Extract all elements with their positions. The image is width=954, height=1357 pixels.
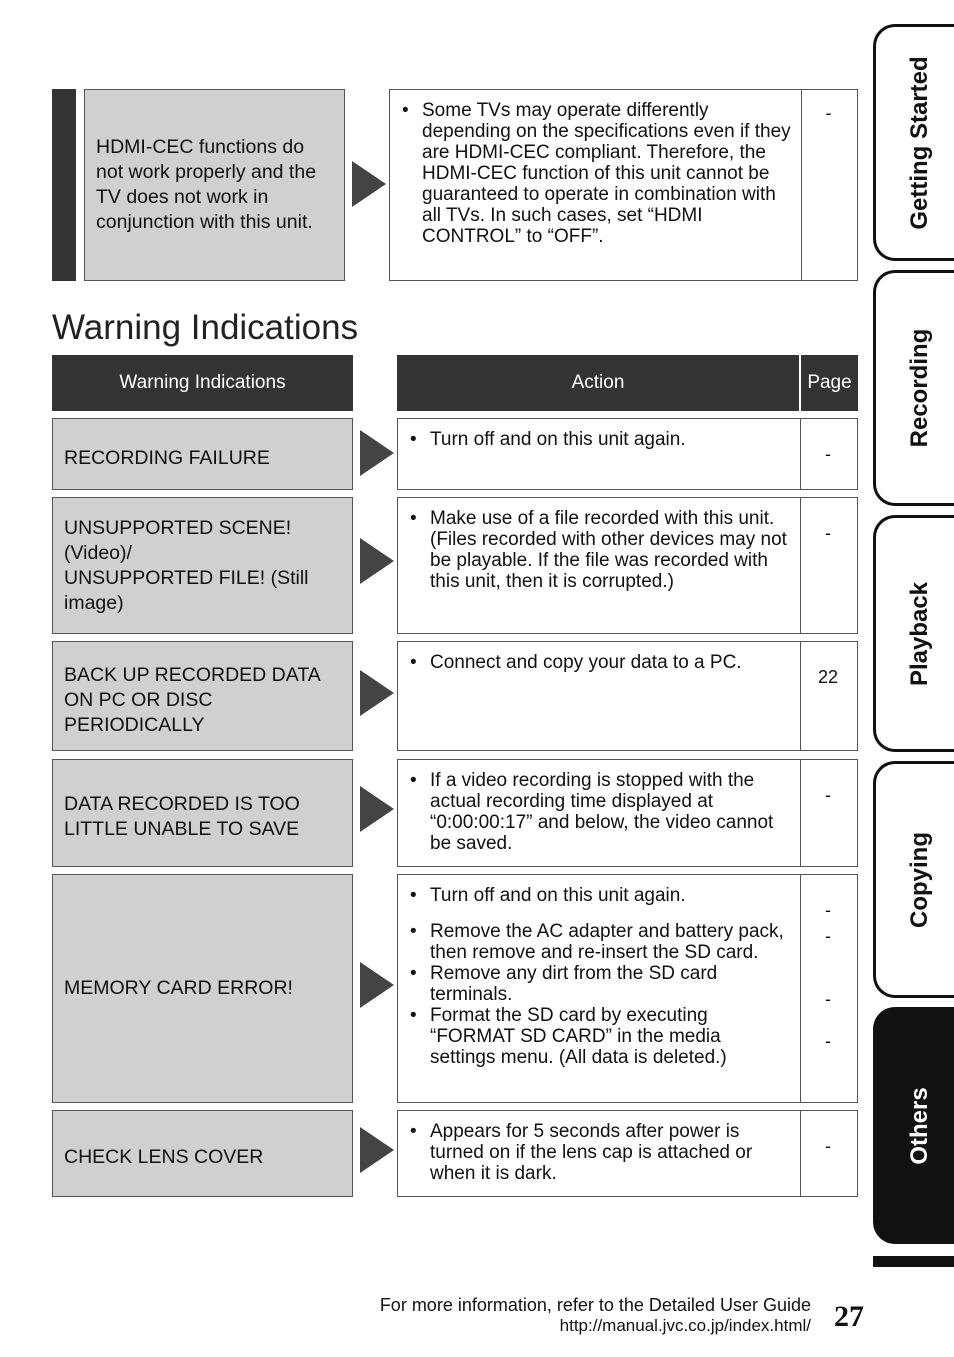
tab-rule [873,1256,954,1267]
section-title: Warning Indications [52,308,359,347]
arrow-icon [360,670,394,716]
tab-getting-started[interactable]: Getting Started [873,24,954,261]
page-number: 27 [834,1300,864,1333]
page-ref: - [825,444,831,464]
indication-memory-card-error: MEMORY CARD ERROR! [52,874,353,1103]
indication-check-lens-cover: CHECK LENS COVER [52,1110,353,1197]
indication-recording-failure: RECORDING FAILURE [52,418,353,490]
header-page: Page [801,355,858,411]
action-box [397,759,858,867]
page-ref: - [825,926,831,946]
page-ref: - [825,900,831,920]
action-box [397,418,858,490]
page-ref: 22 [817,667,839,687]
page-ref: - [825,1136,831,1156]
top-row-issue-text: HDMI-CEC functions do not work properly and the TV does not work in conjunction with this unit. [96,136,317,233]
footer-url: http://manual.jvc.co.jp/index.html/ [559,1316,811,1335]
arrow-icon [360,786,394,832]
indication-unsupported: UNSUPPORTED SCENE! (Video)/ UNSUPPORTED FILE! (Still image) [52,497,353,634]
action-item: • Format the SD card by executing “FORMAT SD CARD” in the media settings menu. (All data is deleted.) [408,1005,790,1068]
action-item: • If a video recording is stopped with the actual recording time displayed at “0:00:00:17” and below, the video cannot be saved. [408,770,790,854]
tab-playback[interactable]: Playback [873,515,954,752]
page-ref: - [825,989,831,1009]
action-item: • Remove any dirt from the SD card terminals. [408,963,790,1005]
tab-recording[interactable]: Recording [873,270,954,506]
action-box [397,1110,858,1197]
action-item: • Remove the AC adapter and battery pack, then remove and re-insert the SD card. [408,921,790,963]
top-row-action: • Some TVs may operate differently depending on the specifications even if they are HDMI-CEC compliant. Therefore, the HDMI-CEC function of this unit cannot be guaranteed to operate in combination with all TVs. In such cases, set “HDMI CONTROL” to “OFF”. [400,100,791,247]
action-box [397,874,858,1103]
header-action: Action [397,355,799,411]
header-indication: Warning Indications [52,355,353,411]
page-ref: - [825,785,831,805]
indication-backup: BACK UP RECORDED DATA ON PC OR DISC PERIODICALLY [52,641,353,751]
arrow-icon [352,161,386,207]
top-row-marker [52,89,76,281]
arrow-icon [360,430,394,476]
page-ref: - [825,523,831,543]
top-row-page: - [825,103,832,123]
action-box [397,497,858,634]
tab-copying[interactable]: Copying [873,761,954,998]
arrow-icon [360,1127,394,1173]
action-item: • Turn off and on this unit again. [408,429,790,450]
action-item: • Appears for 5 seconds after power is turned on if the lens cap is attached or when it is dark. [408,1121,790,1184]
action-box [397,641,858,751]
arrow-icon [360,538,394,584]
indication-too-little: DATA RECORDED IS TOO LITTLE UNABLE TO SAVE [52,759,353,867]
top-row-action-box [389,89,858,281]
action-item: • Make use of a file recorded with this unit. (Files recorded with other devices may not be playable. If the file was recorded with this unit, then it is corrupted.) [408,508,790,592]
action-item: • Turn off and on this unit again. [408,885,790,906]
page-ref: - [825,1031,831,1051]
arrow-icon [360,962,394,1008]
tab-others[interactable]: Others [873,1007,954,1244]
top-row-issue [84,89,345,281]
footer-line1: For more information, refer to the Detailed User Guide [379,1295,811,1315]
action-item: • Connect and copy your data to a PC. [408,652,790,673]
